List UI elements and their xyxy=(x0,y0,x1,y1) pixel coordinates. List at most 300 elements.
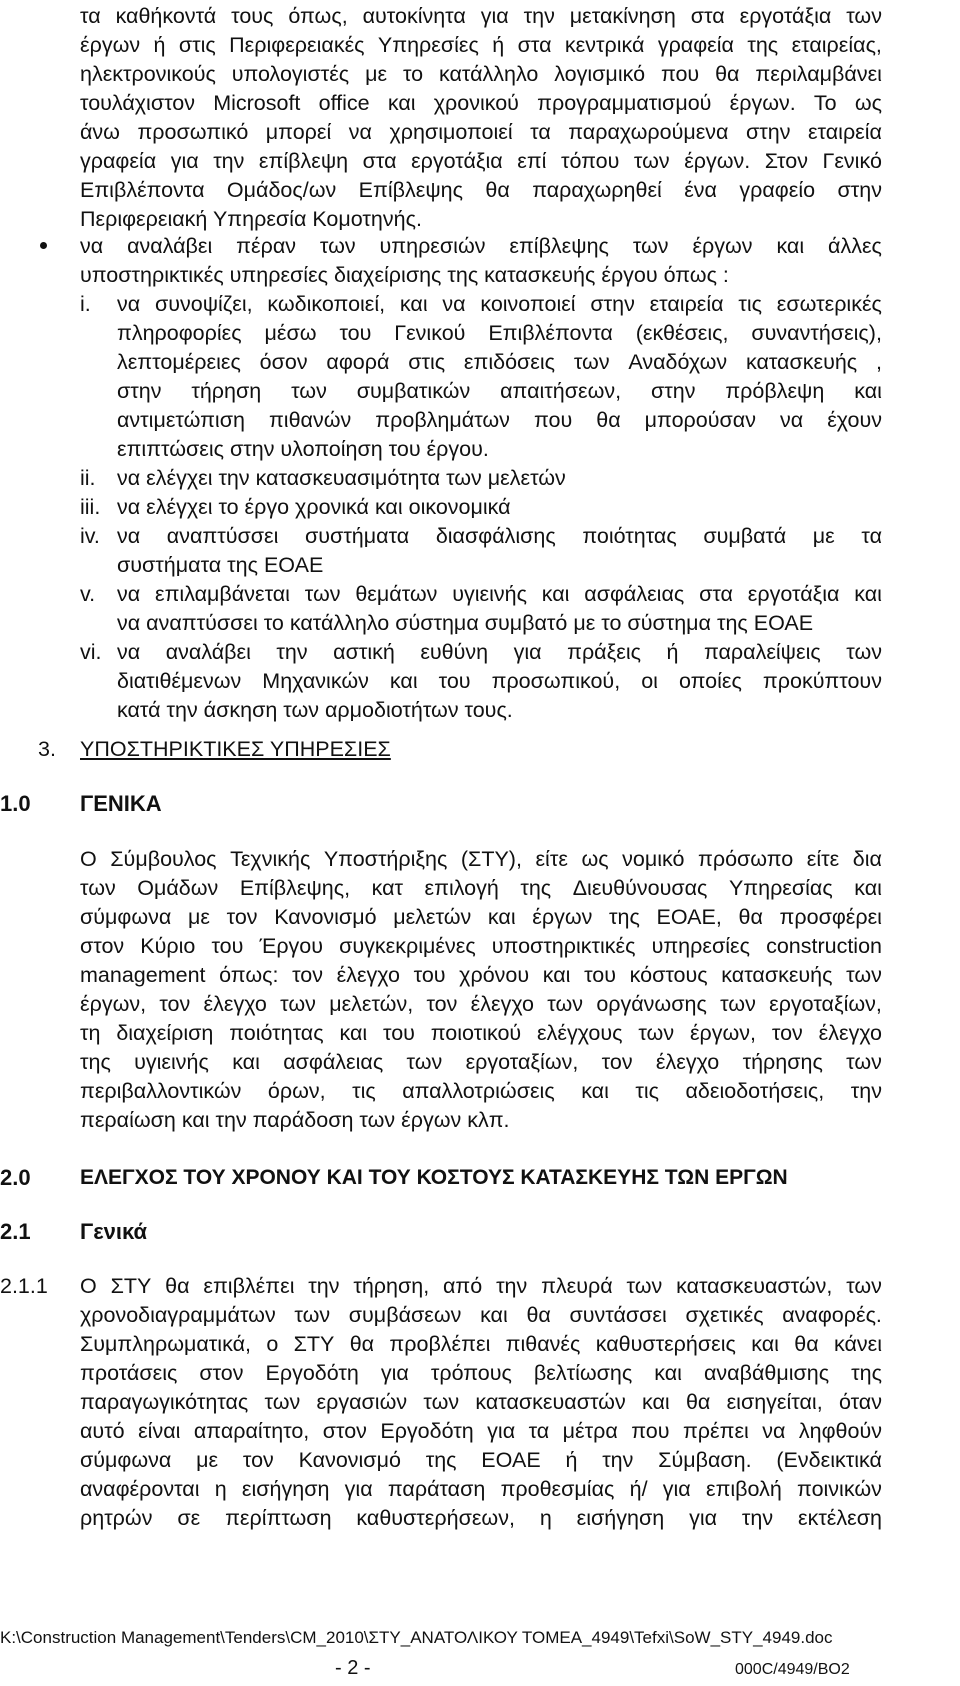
word: προθεσμίας xyxy=(500,1477,615,1501)
word: στις xyxy=(408,350,446,374)
word: τις xyxy=(738,292,763,316)
word: των xyxy=(264,1390,301,1414)
word: για xyxy=(689,1506,718,1530)
word: των xyxy=(633,149,670,173)
intro-line xyxy=(80,31,882,59)
word: παράταση xyxy=(387,1477,486,1501)
roman-line: να ελέγχει το έργο χρονικά και οικονομικά xyxy=(117,495,511,519)
word: αναλάβει xyxy=(165,640,251,664)
section-1-0-number: 1.0 xyxy=(0,791,31,816)
word: τους xyxy=(231,4,274,28)
word: συμβατικών xyxy=(356,379,471,403)
general-line xyxy=(80,990,882,1018)
word: Διευθύνουσας xyxy=(572,876,708,900)
word: τόπου xyxy=(561,149,620,173)
word: διαχείριση xyxy=(116,1021,214,1045)
word: και xyxy=(232,1050,260,1074)
word: κατ xyxy=(371,876,404,900)
roman-marker: v. xyxy=(80,582,96,606)
word: με xyxy=(365,62,388,86)
word: κατασκευαστών, xyxy=(676,1274,833,1298)
bullet-dot-icon xyxy=(40,242,47,249)
word: του xyxy=(339,321,372,345)
roman-marker: ii. xyxy=(80,466,96,490)
word: υπολογιστές xyxy=(231,62,350,86)
roman-marker: iii. xyxy=(80,495,101,519)
word: κάνει xyxy=(833,1332,882,1356)
word: περιλαμβάνει xyxy=(755,62,882,86)
word: Σύμβουλος xyxy=(110,847,217,871)
word: Κύριο xyxy=(140,934,196,958)
document-code: 000C/4949/BO2 xyxy=(735,1661,850,1678)
word: Επίβλεψης xyxy=(358,178,463,202)
word: (Ενδεικτικά xyxy=(776,1448,882,1472)
word: στα xyxy=(699,582,733,606)
word: πρόσωπο xyxy=(698,847,794,871)
word: των xyxy=(626,1274,663,1298)
word: και xyxy=(751,1332,779,1356)
word: Μηχανικών xyxy=(262,669,369,693)
general-line xyxy=(80,845,882,873)
word: των xyxy=(846,4,882,28)
word: κατασκευής xyxy=(721,963,833,987)
word: αυτό xyxy=(80,1419,125,1443)
word: των xyxy=(291,379,327,403)
word: των xyxy=(846,640,882,664)
word: Υπηρεσίες xyxy=(377,33,479,57)
word: ληφθούν xyxy=(798,1419,882,1443)
word: εργοταξίων, xyxy=(465,1050,579,1074)
word: στην xyxy=(117,379,162,403)
word: την xyxy=(496,1274,528,1298)
word: τον xyxy=(226,905,258,929)
word: ή xyxy=(492,33,505,57)
word: τρόπους xyxy=(430,1361,512,1385)
word: τη xyxy=(80,1021,101,1045)
word: εργοτάξια xyxy=(739,4,832,28)
word: γραφεία xyxy=(80,149,157,173)
word: Το xyxy=(813,91,837,115)
clause-line xyxy=(80,1504,882,1532)
word: σε xyxy=(177,1506,201,1530)
word: τον xyxy=(159,992,191,1016)
word: εισήγηση xyxy=(576,1506,665,1530)
word: του xyxy=(584,963,617,987)
word: τα xyxy=(861,524,882,548)
word: τήρησης xyxy=(742,1050,823,1074)
page-number: - 2 - xyxy=(335,1657,371,1679)
word: πιθανών xyxy=(268,408,352,432)
section-1-0-title: ΓΕΝΙΚΑ xyxy=(80,791,162,816)
word: όπως, xyxy=(288,4,348,28)
word: κατασκευαστών xyxy=(475,1390,626,1414)
general-line xyxy=(80,961,882,989)
word: Ο xyxy=(80,847,97,871)
word: πλευρά xyxy=(541,1274,613,1298)
word: των xyxy=(406,1050,443,1074)
word: και xyxy=(389,669,418,693)
word: των xyxy=(846,963,882,987)
word: την xyxy=(276,640,308,664)
word: αναφέρονται xyxy=(80,1477,200,1501)
word: ασφάλειας xyxy=(584,582,685,606)
word: ευθύνη xyxy=(420,640,489,664)
clause-line xyxy=(80,1475,882,1503)
clause-line xyxy=(80,1446,882,1474)
word: για xyxy=(170,149,199,173)
word: στην xyxy=(590,292,635,316)
word: όπως: xyxy=(219,963,279,987)
general-line xyxy=(80,932,882,960)
word: της xyxy=(609,905,640,929)
word: ο xyxy=(266,1332,279,1356)
word: με xyxy=(812,524,835,548)
word: να xyxy=(117,640,141,664)
word: Επιβλέποντα xyxy=(80,178,205,202)
word: συνοψίζει, xyxy=(154,292,253,316)
roman-marker: vi. xyxy=(80,640,102,664)
word: μετακίνηση xyxy=(569,4,676,28)
general-line xyxy=(80,903,882,931)
word: θα xyxy=(349,1332,375,1356)
word: τον xyxy=(242,1448,274,1472)
word: καθυστερήσεων, xyxy=(356,1506,515,1530)
intro-line xyxy=(80,147,882,175)
word: μέσω xyxy=(264,321,317,345)
word: των xyxy=(632,234,669,258)
word: των xyxy=(80,876,116,900)
roman-line xyxy=(117,319,882,347)
word: άνω xyxy=(80,120,120,144)
word: των xyxy=(573,350,610,374)
word: ΣΤΥ xyxy=(293,1332,335,1356)
word: αναλάβει xyxy=(127,234,213,258)
word: επί xyxy=(517,149,547,173)
word: τα xyxy=(530,120,551,144)
roman-line: να ελέγχει την κατασκευασιμότητα των μελετών xyxy=(117,466,566,490)
word: απαραίτητο, xyxy=(193,1419,310,1443)
word: προγραμματισμού xyxy=(537,91,712,115)
roman-line xyxy=(117,406,882,434)
roman-line xyxy=(117,667,882,695)
word: Επίβλεψης, xyxy=(239,876,351,900)
clause-line xyxy=(80,1330,882,1358)
word: πρόβλεψη xyxy=(725,379,825,403)
word: των xyxy=(294,1303,331,1327)
word: έργων, xyxy=(80,992,147,1016)
word: σύμφωνα xyxy=(80,905,172,929)
word: ηλεκτρονικούς xyxy=(80,62,216,86)
word: ποιότητας xyxy=(229,1021,324,1045)
word: μελετών, xyxy=(329,992,414,1016)
word: τα xyxy=(528,1419,550,1443)
word: κοινοποιεί xyxy=(480,292,576,316)
word: την xyxy=(850,1079,882,1103)
word: και xyxy=(854,582,882,606)
word: Κανονισμό xyxy=(274,905,377,929)
section-2-0-title: ΕΛΕΓΧΟΣ ΤΟΥ ΧΡΟΝΟΥ ΚΑΙ ΤΟΥ ΚΟΣΤΟΥΣ ΚΑΤΑΣΚΕΥΗΣ ΤΩΝ ΕΡΓΩΝ xyxy=(80,1166,788,1189)
word: Εργοδότη xyxy=(265,1361,359,1385)
word: έχουν xyxy=(827,408,882,432)
word: ή xyxy=(565,1448,578,1472)
word: της xyxy=(520,876,552,900)
word: στα xyxy=(362,149,397,173)
word: διατιθέμενων xyxy=(117,669,242,693)
word: και xyxy=(541,582,570,606)
clause-line xyxy=(80,1417,882,1445)
word: Έργου xyxy=(259,934,324,958)
word: των xyxy=(638,1021,675,1045)
word: κεντρικά xyxy=(564,33,645,57)
word: (ΣΤΥ), xyxy=(460,847,522,871)
word: και xyxy=(854,876,882,900)
word: εργοτάξια xyxy=(411,149,503,173)
word: για xyxy=(487,1419,516,1443)
word: Υποστήριξης xyxy=(323,847,448,871)
word: να xyxy=(779,408,804,432)
word: να xyxy=(80,234,104,258)
word: μελετών xyxy=(393,905,472,929)
word: την xyxy=(308,1274,340,1298)
word: και xyxy=(654,1361,682,1385)
word: να xyxy=(117,292,141,316)
word: Κανονισμό xyxy=(298,1448,401,1472)
word: ΕΟΑΕ xyxy=(481,1448,541,1472)
word: απαλλοτριώσεις xyxy=(402,1079,555,1103)
word: και xyxy=(581,1079,609,1103)
word: συμβατά xyxy=(703,524,787,548)
word: στον xyxy=(80,934,125,958)
word: θα xyxy=(794,1332,819,1356)
word: ως xyxy=(581,847,609,871)
word: των xyxy=(423,1390,460,1414)
word: για xyxy=(480,4,509,28)
word: για xyxy=(513,640,542,664)
word: την xyxy=(213,149,245,173)
roman-line xyxy=(117,522,882,550)
word: ως xyxy=(854,91,882,115)
word: τις xyxy=(352,1079,376,1103)
roman-line: να αναπτύσσει το κατάλληλο σύστημα συμβατό με το σύστημα της ΕΟΑΕ xyxy=(117,611,814,635)
word: σύμφωνα xyxy=(80,1448,172,1472)
general-line xyxy=(80,1019,882,1047)
word: πληροφορίες xyxy=(117,321,242,345)
word: εργοτάξια xyxy=(747,582,840,606)
word: καθυστερήσεις xyxy=(595,1332,736,1356)
word: μπορεί xyxy=(265,120,332,144)
word: έργων. xyxy=(729,91,796,115)
word: περιβαλλοντικών xyxy=(80,1079,242,1103)
word: στα xyxy=(690,4,725,28)
section-3-title: ΥΠΟΣΤΗΡΙΚΤΙΚΕΣ ΥΠΗΡΕΣΙΕΣ xyxy=(80,737,391,761)
word: Ομάδος/ων xyxy=(226,178,337,202)
word: τα xyxy=(80,4,101,28)
word: αδειοδοτήσεις, xyxy=(685,1079,825,1103)
word: Σύμβαση. xyxy=(658,1448,752,1472)
word: ΕΟΑΕ, xyxy=(656,905,722,929)
intro-line xyxy=(80,176,882,204)
word: εισηγείται, xyxy=(726,1390,823,1414)
intro-line xyxy=(80,89,882,117)
word: δια xyxy=(852,847,882,871)
word: που xyxy=(533,408,573,432)
word: επιλογή xyxy=(424,876,499,900)
word: συναντήσεις), xyxy=(751,321,882,345)
word: γραφεία xyxy=(657,33,734,57)
word: για xyxy=(380,1361,409,1385)
word: και xyxy=(480,1303,508,1327)
word: του xyxy=(438,669,471,693)
word: και xyxy=(542,963,571,987)
word: εταιρείας, xyxy=(791,33,882,57)
bullet-line xyxy=(80,232,882,260)
word: παραχωρούμενα xyxy=(568,120,729,144)
word: περίπτωση xyxy=(225,1506,332,1530)
word: (εκθέσεις, xyxy=(635,321,729,345)
word: ποινικών xyxy=(797,1477,882,1501)
word: ή/ xyxy=(629,1477,648,1501)
roman-line xyxy=(117,348,882,376)
section-3-number: 3. xyxy=(38,737,56,761)
word: στον xyxy=(199,1361,244,1385)
word: με xyxy=(187,905,210,929)
word: κωδικοποιεί, xyxy=(267,292,386,316)
general-line xyxy=(80,1077,882,1105)
word: Υπηρεσίας xyxy=(728,876,833,900)
word: ασφάλειας xyxy=(283,1050,384,1074)
clause-line xyxy=(80,1388,882,1416)
word: τήρηση xyxy=(191,379,262,403)
word: που xyxy=(631,1419,670,1443)
word: από xyxy=(443,1274,483,1298)
word: τον xyxy=(426,992,458,1016)
word: συντάσσει xyxy=(569,1303,667,1327)
roman-line xyxy=(117,290,882,318)
clause-line xyxy=(80,1359,882,1387)
word: γραφείο xyxy=(739,178,816,202)
word: αναφορές. xyxy=(782,1303,882,1327)
word: ποιότητας xyxy=(582,524,677,548)
word: αυτοκίνητα xyxy=(362,4,466,28)
word: των xyxy=(547,992,584,1016)
word: , xyxy=(875,350,882,374)
word: της xyxy=(747,33,779,57)
word: και xyxy=(487,905,516,929)
footer-file-path: K:\Construction Management\Tenders\CM_2010\ΣΤΥ_ΑΝΑΤΟΛΙΚΟΥ ΤΟΜΕΑ_4949\Tefxi\SoW_STY_4949.doc xyxy=(0,1628,833,1647)
word: χρόνου xyxy=(459,963,530,987)
word: Ομάδων xyxy=(137,876,219,900)
intro-line xyxy=(80,118,882,146)
word: και xyxy=(776,234,805,258)
general-line: περαίωση και την παράδοση των έργων κλπ. xyxy=(80,1108,510,1132)
word: ρητρών xyxy=(80,1506,153,1530)
word: μέτρα xyxy=(562,1419,618,1443)
word: πρέπει xyxy=(682,1419,749,1443)
word: Ο xyxy=(80,1274,97,1298)
word: τουλάχιστον xyxy=(80,91,195,115)
word: έργων xyxy=(532,905,593,929)
roman-line: κατά την άσκηση των αρμοδιοτήτων τους. xyxy=(117,698,513,722)
word: υποστηρικτικές xyxy=(491,934,636,958)
word: παραλείψεις xyxy=(703,640,821,664)
word: είτε xyxy=(806,847,840,871)
word: αναπτύσσει xyxy=(166,524,279,548)
word: να xyxy=(348,120,372,144)
word: καθήκοντά xyxy=(115,4,217,28)
clause-line xyxy=(80,1301,882,1329)
word: Εργοδότη xyxy=(380,1419,474,1443)
word: επιβολή xyxy=(705,1477,782,1501)
word: της xyxy=(851,1361,882,1385)
word: προκύπτουν xyxy=(762,669,882,693)
word: προσφέρει xyxy=(779,905,882,929)
word: αναβάθμισης xyxy=(703,1361,830,1385)
word: απαιτήσεων, xyxy=(500,379,622,403)
bullet-line: υποστηρικτικές υπηρεσίες διαχείρισης της κατασκευής έργου όπως : xyxy=(80,263,729,287)
word: πέραν xyxy=(236,234,297,258)
word: την xyxy=(741,1506,774,1530)
roman-line xyxy=(117,377,882,405)
word: τον xyxy=(771,1021,803,1045)
general-line xyxy=(80,1048,882,1076)
word: που xyxy=(660,62,700,86)
word: θα xyxy=(596,408,621,432)
word: των xyxy=(720,992,756,1016)
word: έργων xyxy=(80,33,141,57)
word: των xyxy=(304,582,341,606)
word: συγκεκριμένες xyxy=(339,934,476,958)
word: αντιμετώπιση xyxy=(117,408,245,432)
word: έργων, xyxy=(689,1021,757,1045)
roman-marker: i. xyxy=(80,292,91,316)
word: επιδόσεις xyxy=(463,350,556,374)
word: construction xyxy=(766,934,882,958)
word: των xyxy=(846,1274,882,1298)
section-2-1-number: 2.1 xyxy=(0,1219,31,1244)
word: επιβλέπει xyxy=(203,1274,295,1298)
word: να xyxy=(117,524,141,548)
word: έλεγχο xyxy=(336,963,400,987)
word: των xyxy=(846,1050,882,1074)
word: στα xyxy=(517,33,552,57)
word: έλεγχο xyxy=(655,1050,720,1074)
word: εκτέλεση xyxy=(797,1506,882,1530)
word: ή xyxy=(666,640,679,664)
word: τις xyxy=(635,1079,660,1103)
word: εργασιών xyxy=(316,1390,408,1414)
word: η xyxy=(214,1477,227,1501)
word: η xyxy=(539,1506,552,1530)
word: προσωπικού, xyxy=(491,669,621,693)
word: των xyxy=(319,234,356,258)
word: προσωπικό xyxy=(137,120,249,144)
word: οι xyxy=(641,669,658,693)
word: κατάλληλο xyxy=(438,62,539,86)
word: υπηρεσίες xyxy=(651,934,750,958)
word: έλεγχο xyxy=(470,992,535,1016)
word: υγιεινής xyxy=(134,1050,209,1074)
section-2-1-title: Γενικά xyxy=(80,1219,148,1244)
word: όρων, xyxy=(267,1079,326,1103)
word: παραχωρηθεί xyxy=(532,178,662,202)
word: εσωτερικές xyxy=(776,292,882,316)
word: της xyxy=(80,1050,111,1074)
word: θα xyxy=(165,1274,190,1298)
word: άλλες xyxy=(828,234,882,258)
word: την xyxy=(523,4,555,28)
word: προβλημάτων xyxy=(375,408,510,432)
word: και xyxy=(399,292,428,316)
